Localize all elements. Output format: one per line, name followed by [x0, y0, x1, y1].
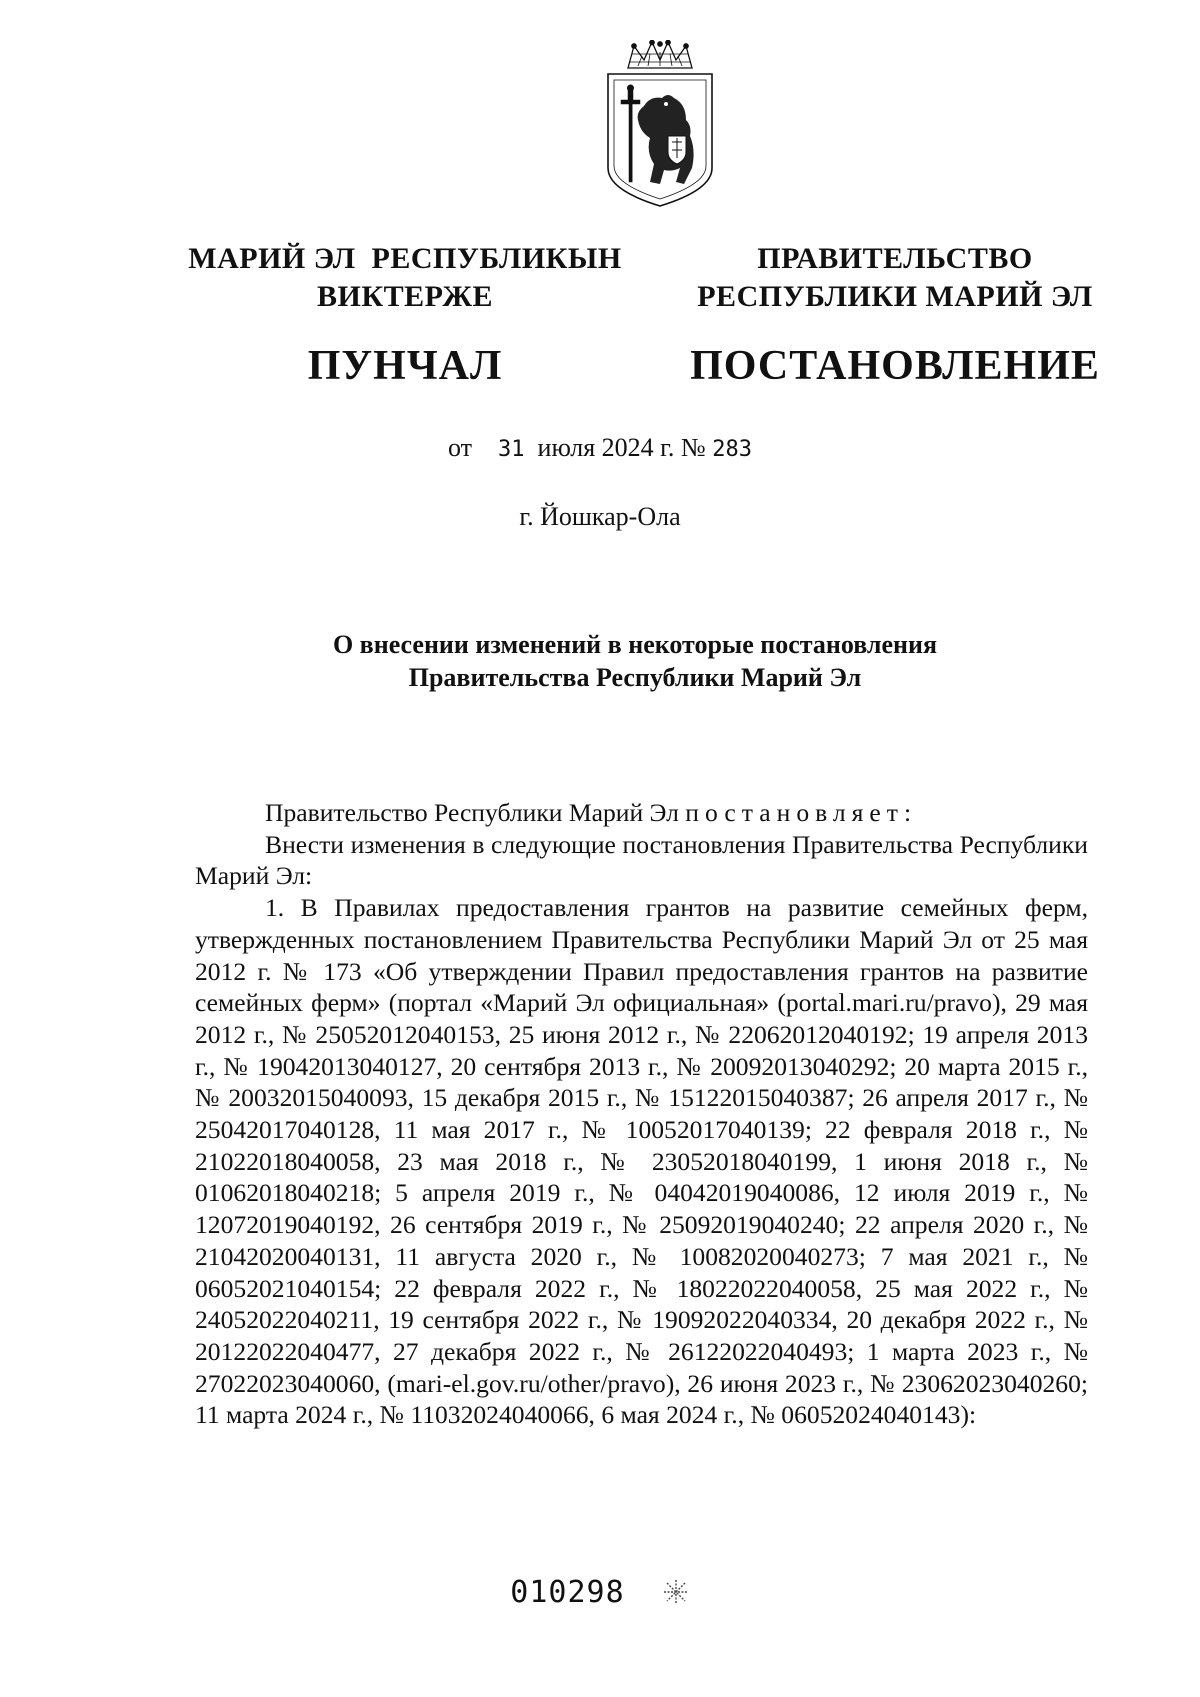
star-stamp-icon [662, 1578, 690, 1606]
date-month-year: июля 2024 г. № [537, 433, 706, 462]
title-line-2: Правительства Республики Марий Эл [408, 663, 862, 692]
resolve-verb: постановляет: [685, 798, 918, 827]
header-russian-line-1: ПРАВИТЕЛЬСТВО [757, 242, 1033, 275]
date-prefix: от [448, 433, 473, 462]
date-line [0, 433, 1200, 463]
header-russian-line-2: РЕСПУБЛИКИ МАРИЙ ЭЛ [697, 280, 1093, 313]
header-russian [680, 240, 1110, 392]
document-body [195, 797, 1088, 1431]
document-number: 283 [712, 437, 752, 462]
item-1-paragraph: 1. В Правилах предоставления грантов на развитие семейных ферм, утвержденных постановлением Правительства Республики Марий Эл от 25 мая 2012 г. № 173 «Об утверждении Правил предоставления грантов на развитие семейных ферм» (портал «Марий Эл официальная» (portal.mari.ru/pravo), 29 мая 2012 г., № 25052012040153, 25 июня 2012 г., № 22062012040192; 19 апреля 2013 г., № 19042013040127, 20 сентября 2013 г., № 20092013040292; 20 марта 2015 г., № 20032015040093, 15 декабря 2015 г., № 15122015040387; 26 апреля 2017 г., № 25042017040128, 11 мая 2017 г., № 10052017040139; 22 февраля 2018 г., № 21022018040058, 23 мая 2018 г., № 23052018040199, 1 июня 2018 г., № 01062018040218; 5 апреля 2019 г., № 04042019040086, 12 июля 2019 г., № 12072019040192, 26 сентября 2019 г., № 25092019040240; 22 апреля 2020 г., № 21042020040131, 11 августа 2020 г., № 10082020040273; 7 мая 2021 г., № 06052021040154; 22 февраля 2022 г., № 18022022040058, 25 мая 2022 г., № 24052022040211, 19 сентября 2022 г., № 19092022040334, 20 декабря 2022 г., № 20122022040477, 27 декабря 2022 г., № 26122022040493; 1 марта 2023 г., № 27022023040060, (mari-el.gov.ru/other/pravo), 26 июня 2023 г., № 23062023040260; 11 марта 2024 г., № 11032024040066, 6 мая 2024 г., № 06052024040143): [195, 893, 1088, 1430]
intro-paragraph: Внести изменения в следующие постановления Правительства Республики Марий Эл: [195, 829, 1088, 891]
serial-number-text: 010298 [510, 1575, 625, 1610]
city-name: г. Йошкар-Ола [519, 502, 681, 531]
header-mari-line-2: ВИКТЕРЖЕ [316, 280, 494, 313]
coat-of-arms-icon [600, 40, 720, 210]
header-mari-line-1: МАРИЙ ЭЛ РЕСПУБЛИКЫН [188, 242, 622, 275]
resolve-paragraph [195, 797, 1088, 829]
title-line-1: О внесении изменений в некоторые постановления [332, 630, 938, 659]
header-mari [185, 240, 625, 392]
resolve-subject: Правительство Республики Марий Эл [265, 798, 679, 827]
document-type-mari: ПУНЧАЛ [307, 343, 503, 389]
document-type-russian: ПОСТАНОВЛЕНИЕ [690, 343, 1100, 389]
date-day: 31 [498, 437, 525, 462]
document-title [200, 628, 1070, 694]
serial-number [0, 1575, 1200, 1610]
